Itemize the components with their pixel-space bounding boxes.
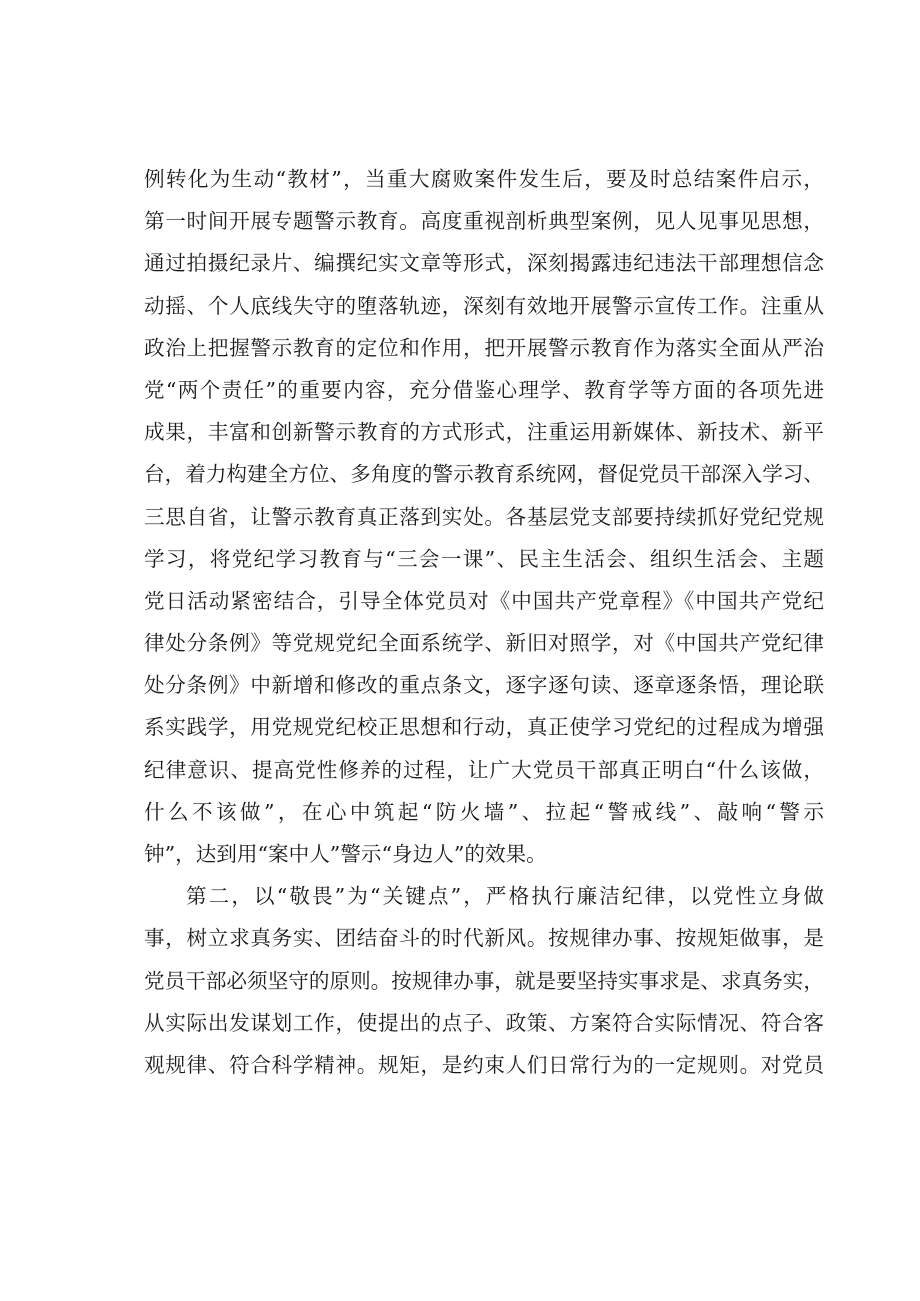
text-line: 学习，将党纪学习教育与“三会一课”、民主生活会、组织生活会、主题 <box>144 546 824 571</box>
text-line: 钟”，达到用“案中人”警示“身边人”的效果。 <box>144 842 547 866</box>
text-line: 纪律意识、提高党性修养的过程，让广大党员干部真正明白“什么该做， <box>144 757 824 782</box>
text-line: 事，树立求真务实、团结奋斗的时代新风。按规律办事、按规矩做事，是 <box>144 926 824 951</box>
text-line: 系实践学，用党规党纪校正思想和行动，真正使学习党纪的过程成为增强 <box>144 715 824 740</box>
text-line: 动摇、个人底线失守的堕落轨迹，深刻有效地开展警示宣传工作。注重从 <box>144 293 824 318</box>
text-line: 第二，以“敬畏”为“关键点”，严格执行廉洁纪律，以党性立身做 <box>186 884 824 909</box>
text-line: 例转化为生动“教材”，当重大腐败案件发生后，要及时总结案件启示， <box>144 167 824 191</box>
text-line: 三思自省，让警示教育真正落到实处。各基层党支部要持续抓好党纪党规 <box>144 504 824 529</box>
text-line: 党员干部必须坚守的原则。按规律办事，就是要坚持实事求是、求真务实， <box>144 968 824 993</box>
text-line: 台，着力构建全方位、多角度的警示教育系统网，督促党员干部深入学习、 <box>144 462 824 487</box>
text-line: 从实际出发谋划工作，使提出的点子、政策、方案符合实际情况、符合客 <box>144 1010 824 1035</box>
text-line: 处分条例》中新增和修改的重点条文，逐字逐句读、逐章逐条悟，理论联 <box>144 673 824 698</box>
text-line: 律处分条例》等党规党纪全面系统学、新旧对照学，对《中国共产党纪律 <box>144 631 824 656</box>
text-line: 通过拍摄纪录片、编撰纪实文章等形式，深刻揭露违纪违法干部理想信念 <box>144 251 824 276</box>
paragraph-1 <box>144 158 824 875</box>
text-line: 成果，丰富和创新警示教育的方式形式，注重运用新媒体、新技术、新平 <box>144 420 824 445</box>
text-line: 第一时间开展专题警示教育。高度重视剖析典型案例，见人见事见思想， <box>144 209 824 234</box>
text-line: 政治上把握警示教育的定位和作用，把开展警示教育作为落实全面从严治 <box>144 335 824 360</box>
paragraph-2 <box>144 875 824 1086</box>
body-text <box>144 158 824 1086</box>
text-line: 党“两个责任”的重要内容，充分借鉴心理学、教育学等方面的各项先进 <box>144 377 824 402</box>
text-line: 党日活动紧密结合，引导全体党员对《中国共产党章程》《中国共产党纪 <box>144 588 824 613</box>
text-line: 什么不该做”，在心中筑起“防火墙”、拉起“警戒线”、敲响“警示 <box>144 799 824 824</box>
text-line: 观规律、符合科学精神。规矩，是约束人们日常行为的一定规则。对党员 <box>144 1052 824 1077</box>
